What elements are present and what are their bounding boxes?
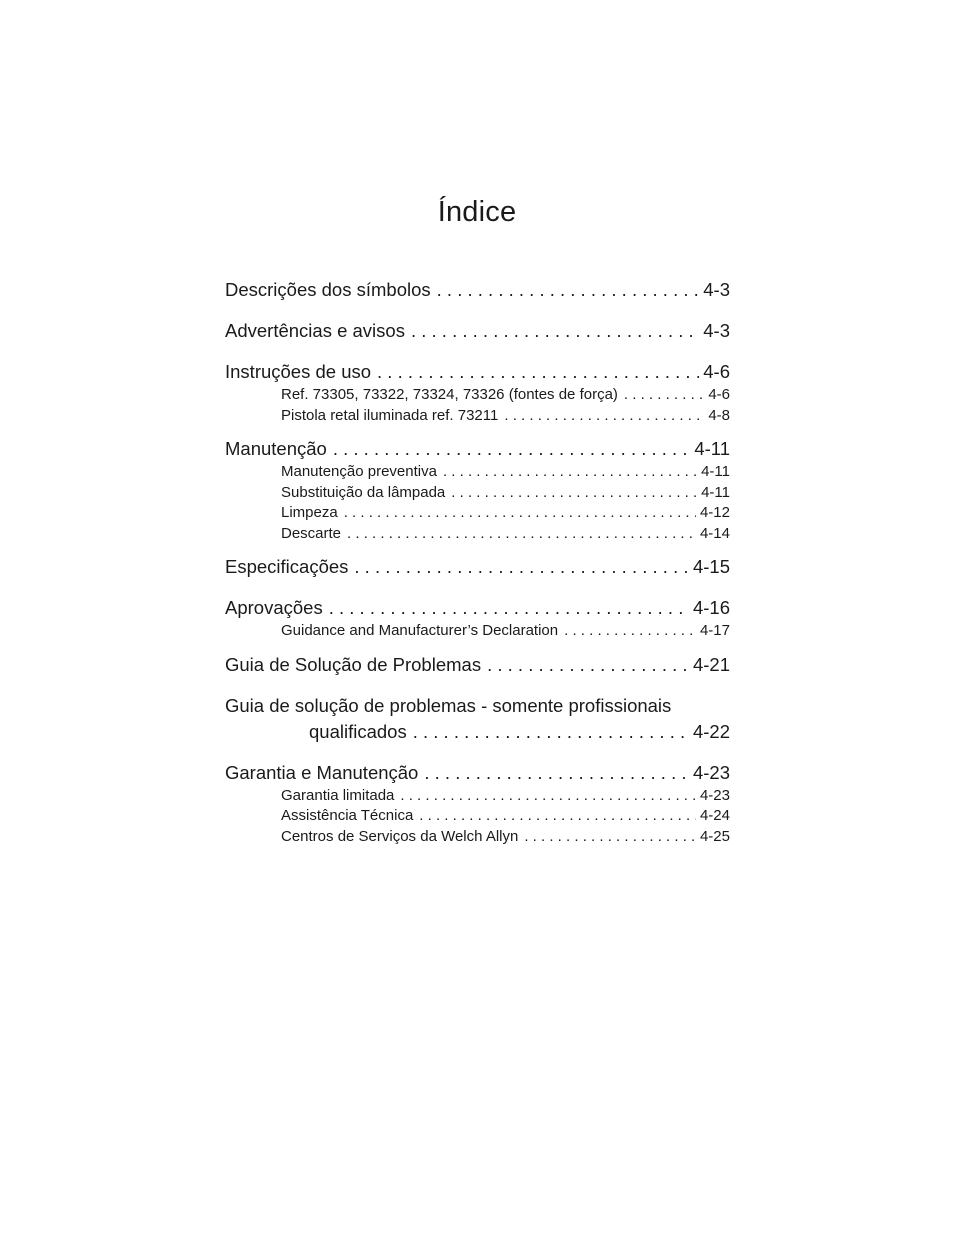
toc-subentry-label: Centros de Serviços da Welch Allyn [281,827,519,845]
toc-entry-label: Garantia e Manutenção [225,761,419,783]
toc-entry-page: 4-22 [692,720,730,742]
dot-leader [347,524,696,545]
toc-subentry-label: Garantia limitada [281,786,395,804]
toc-subentry-label: Assistência Técnica [281,807,414,824]
toc-entry-page: 4-15 [692,556,730,577]
page-title: Índice [437,196,517,228]
toc-entry-instrucoes[interactable] [225,359,730,385]
toc-entry-guia-profissionais[interactable] [225,719,730,745]
dot-leader [624,385,704,406]
toc-entry-aprovacoes[interactable] [225,595,730,621]
dot-leader [400,786,696,807]
toc-entry-label: Advertências e avisos [225,320,405,341]
toc-subentry-page: 4-14 [699,524,730,542]
dot-leader [419,806,696,827]
dot-leader [524,827,696,848]
dot-leader [564,621,696,642]
toc-subentry-garantia-limitada[interactable] [225,786,730,807]
table-of-contents [225,277,730,847]
toc-entry-guia-profissionais-line1[interactable]: Guia de solução de problemas - somente profissionais [225,694,672,716]
toc-subentry-centros[interactable] [225,827,730,848]
toc-subentry-label: Substituição da lâmpada [281,483,446,501]
toc-subentry-label: Guidance and Manufacturer’s Declaration [281,622,559,639]
toc-subentry-guidance[interactable] [225,621,730,642]
toc-subentry-label: Manutenção preventiva [281,463,437,480]
dot-leader [487,652,689,678]
toc-subentry-page: 4-24 [699,807,730,824]
toc-entry-advertencias[interactable] [225,318,730,344]
toc-entry-label: Instruções de uso [225,361,372,382]
dot-leader [329,595,689,621]
toc-entry-label: qualificados [309,720,407,742]
toc-subentry-label: Pistola retal iluminada ref. 73211 [281,406,499,424]
toc-subentry-page: 4-25 [699,827,730,845]
dot-leader [437,277,700,303]
toc-subentry-lampada[interactable] [225,483,730,504]
toc-subentry-assistencia[interactable] [225,806,730,827]
dot-leader [377,359,699,385]
dot-leader [344,503,696,524]
toc-subentry-limpeza[interactable] [225,503,730,524]
toc-entry-label: Manutenção [225,438,327,459]
toc-entry-page: 4-11 [694,438,730,459]
toc-entry-page: 4-3 [703,279,730,300]
toc-subentry-page: 4-11 [701,463,730,480]
dot-leader [333,436,691,462]
toc-subentry-fontes[interactable] [225,385,730,406]
toc-subentry-label: Limpeza [281,504,338,521]
toc-entry-simbolos[interactable] [225,277,730,303]
dot-leader [413,719,689,745]
toc-entry-page: 4-16 [692,597,730,618]
dot-leader [451,483,697,504]
toc-subentry-page: 4-23 [699,786,730,804]
toc-subentry-pistola[interactable] [225,406,730,427]
toc-entry-label: Guia de Solução de Problemas [225,653,482,675]
toc-entry-page: 4-21 [692,653,730,675]
toc-entry-label: Descrições dos símbolos [225,279,431,300]
dot-leader [443,462,697,483]
dot-leader [354,554,689,580]
toc-subentry-page: 4-17 [699,622,730,639]
toc-subentry-preventiva[interactable] [225,462,730,483]
toc-entry-page: 4-23 [692,761,730,783]
toc-subentry-page: 4-8 [708,406,730,424]
toc-subentry-page: 4-6 [708,386,730,403]
dot-leader [411,318,699,344]
toc-subentry-label: Descarte [281,524,342,542]
toc-entry-label: Especificações [225,556,349,577]
toc-entry-guia-problemas[interactable] [225,652,730,678]
toc-subentry-descarte[interactable] [225,524,730,545]
toc-subentry-page: 4-11 [701,483,730,501]
toc-subentry-page: 4-12 [699,504,730,521]
dot-leader [424,760,689,786]
toc-entry-page: 4-3 [703,320,730,341]
toc-entry-garantia[interactable] [225,760,730,786]
toc-entry-manutencao[interactable] [225,436,730,462]
toc-entry-page: 4-6 [703,361,730,382]
toc-subentry-label: Ref. 73305, 73322, 73324, 73326 (fontes de força) [281,386,618,403]
toc-entry-especificacoes[interactable] [225,554,730,580]
dot-leader [504,406,704,427]
toc-entry-label: Aprovações [225,597,323,618]
